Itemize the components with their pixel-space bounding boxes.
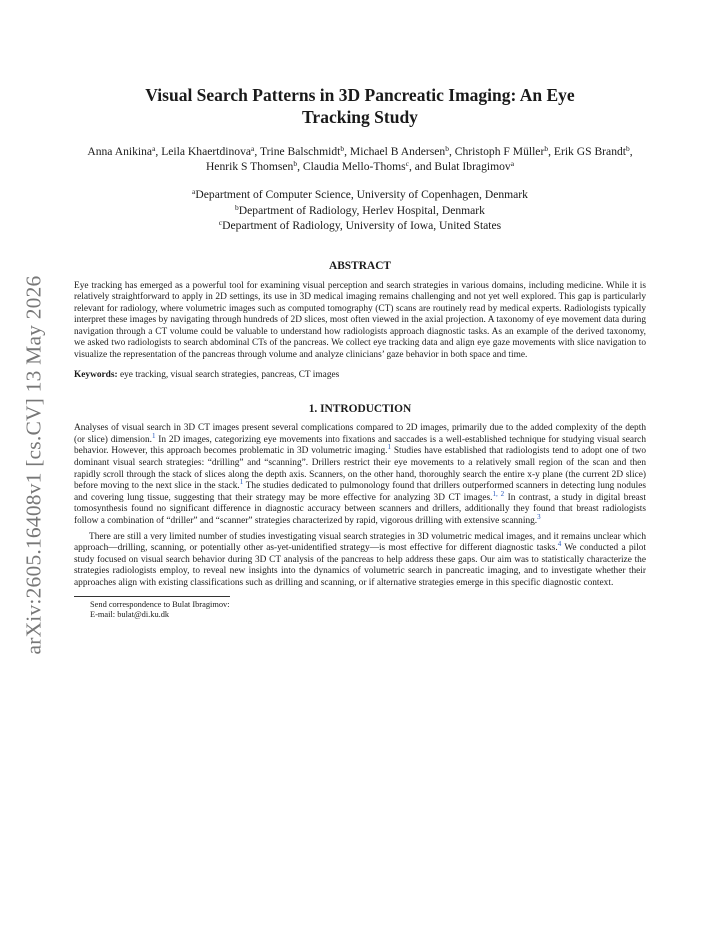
paragraph-text: In contrast, a study in digital breast tomosynthesis found no significant difference in diagnostic accuracy between scanners and drillers, additionally they found that breast radiologists follow a combination of “driller” and “scanner” strategies characterized by rapid, vigorous drilling with extensive scanning. [74,492,646,526]
author-name: Trine Balschmidt [259,145,341,158]
introduction-paragraph-2 [74,532,646,590]
abstract-text: Eye tracking has emerged as a powerful tool for examining visual perception and search strategies in various domains, including medicine. While it is relatively straightforward to apply in 2D settings, its use in 3D medical imaging remains challenging and not yet well explored. This gap is particularly relevant for radiology, where volumetric images such as computed tomography (CT) scans are routinely read by medical experts. Radiologists typically interpret these images by navigating through hundreds of 2D slices, most often viewed in the axial projection. A taxonomy of eye movement data during navigation through a CT volume could be valuable to understand how radiologists approach diagnostic tasks. As an example of the derived taxonomy, we asked two radiologists to search abdominal CTs of the pancreas. We collect eye tracking data and align eye gaze movements with slice navigation to visualize the representation of the pancreas through volume and analyze clinicians’ gaze behavior in both space and time. [74,280,646,361]
author-name: Bulat Ibragimov [434,160,511,173]
paragraph-text: Studies have established that radiologists tend to adopt one of two dominant visual search strategies: “drilling” and “scanning”. Drillers restrict their eye movements to a relatively small region of the scan and then rapidly scroll through the stack of slices along the depth axis. Scanners, on the other hand, thoroughly search the entire x-y plane (the current 2D slice) before moving to the next slice in the stack. [74,446,647,492]
author-affiliation-mark: c [405,159,409,168]
introduction-heading: 1. INTRODUCTION [308,403,412,416]
affiliation-line [74,203,646,219]
author-name: Erik GS Brandt [553,145,627,158]
abstract-heading: ABSTRACT [328,259,392,272]
author-list: Anna Anikina$^a$, Leila Khaertdinova$^a$, Trine Balschmidt$^b$, Michael B Andersen$^b$, Christoph F Müller$^b$, Erik GS Brandt$^b$, Henrik S Thomsen$^b$, Claudia Mello-Thoms$^c$, and Bulat Ibragimov$^a$ [87,144,633,173]
footnote-email: E-mail: bulat@di.ku.dk [90,610,170,620]
affiliation-text: Department of Radiology, University of Iowa, United States [222,219,502,232]
author-affiliation-mark: b [293,159,298,168]
author-affiliation-mark: a [251,144,255,153]
correspondence-footnote [90,600,646,621]
keywords-label: Keywords: [74,369,118,380]
introduction-paragraph-1 [74,423,646,527]
author-affiliation-mark: a [152,144,156,153]
citation-reference: 4 [557,540,562,549]
author-name: Michael B Andersen [349,145,446,158]
paragraph-text: The studies dedicated to pulmonology found that drillers outperformed scanners in detecting lung nodules and covering lung tissue, suggesting that their strategy may be more effective for analyzing 3D CT images. [74,481,646,503]
author-affiliation-mark: a [510,159,515,168]
affiliation-line [74,187,646,203]
author-affiliation-mark: b [340,144,345,153]
paper-title [74,84,646,128]
footnote-divider [74,596,230,597]
citation-reference: 1 [387,443,392,452]
keywords-text: eye tracking, visual search strategies, pancreas, CT images [119,369,340,380]
author-name: Anna Anikina [87,145,153,158]
citation-reference: 1 [151,431,156,440]
author-name: Leila Khaertdinova [161,145,252,158]
affiliation-text: Department of Radiology, Herlev Hospital, Denmark [238,203,485,217]
paper-page [74,84,646,621]
affiliation-mark: c [218,218,223,227]
paragraph-text: We conducted a pilot study focused on visual search behavior during 3D CT analysis of the pancreas to help address these gaps. Our aim was to statistically characterize the strategies radiologists employ, to reveal new insights into the dynamics of volumetric search in pancreatic imaging, and to investigate whether their approaches align with existing classifications such as drilling and scanning, or if alternative strategies emerge in this specific diagnostic context. [74,543,646,588]
affiliation-text: Department of Computer Science, University of Copenhagen, Denmark [195,188,528,201]
author-affiliation-mark: b [544,144,549,153]
arxiv-identifier-text: arXiv:2605.16408v1 [cs.CV] 13 May 2026 [21,275,46,655]
paragraph-text: Analyses of visual search in 3D CT images present several complications compared to 2D images, primarily due to the added complexity of the depth (or slice) dimension. [74,423,646,445]
arxiv-side-identifier [22,255,46,675]
affiliation-mark: a [192,187,196,196]
title-line-2: Tracking Study [302,107,418,127]
citation-reference: 1, 2 [492,489,505,498]
citation-reference: 3 [537,513,541,521]
title-line-1: Visual Search Patterns in 3D Pancreatic Imaging: An Eye [145,85,575,105]
affiliation-list [74,187,646,234]
author-name: Christoph F Müller [454,145,545,158]
paragraph-text: There are still a very limited number of studies investigating visual search strategies in 3D volumetric medical images, and it remains unclear which approach—drilling, scanning, or potentially other as-yet-unidentified strategy—is most effective for different diagnostic tasks. [74,531,646,554]
affiliation-mark: b [235,202,239,212]
keywords-line [74,370,646,382]
author-affiliation-mark: b [445,144,449,153]
author-name: Claudia Mello-Thoms [302,160,406,173]
citation-reference: 1 [239,478,244,487]
author-name: Henrik S Thomsen [205,160,294,173]
author-affiliation-mark: b [626,144,630,153]
affiliation-line [74,218,646,234]
footnote-correspondence: Send correspondence to Bulat Ibragimov: [90,599,230,609]
paragraph-text: In 2D images, categorizing eye movements into fixations and saccades is a well-established technique for studying visual search behavior. However, this approach becomes problematic in 3D volumetric imaging. [74,434,646,457]
